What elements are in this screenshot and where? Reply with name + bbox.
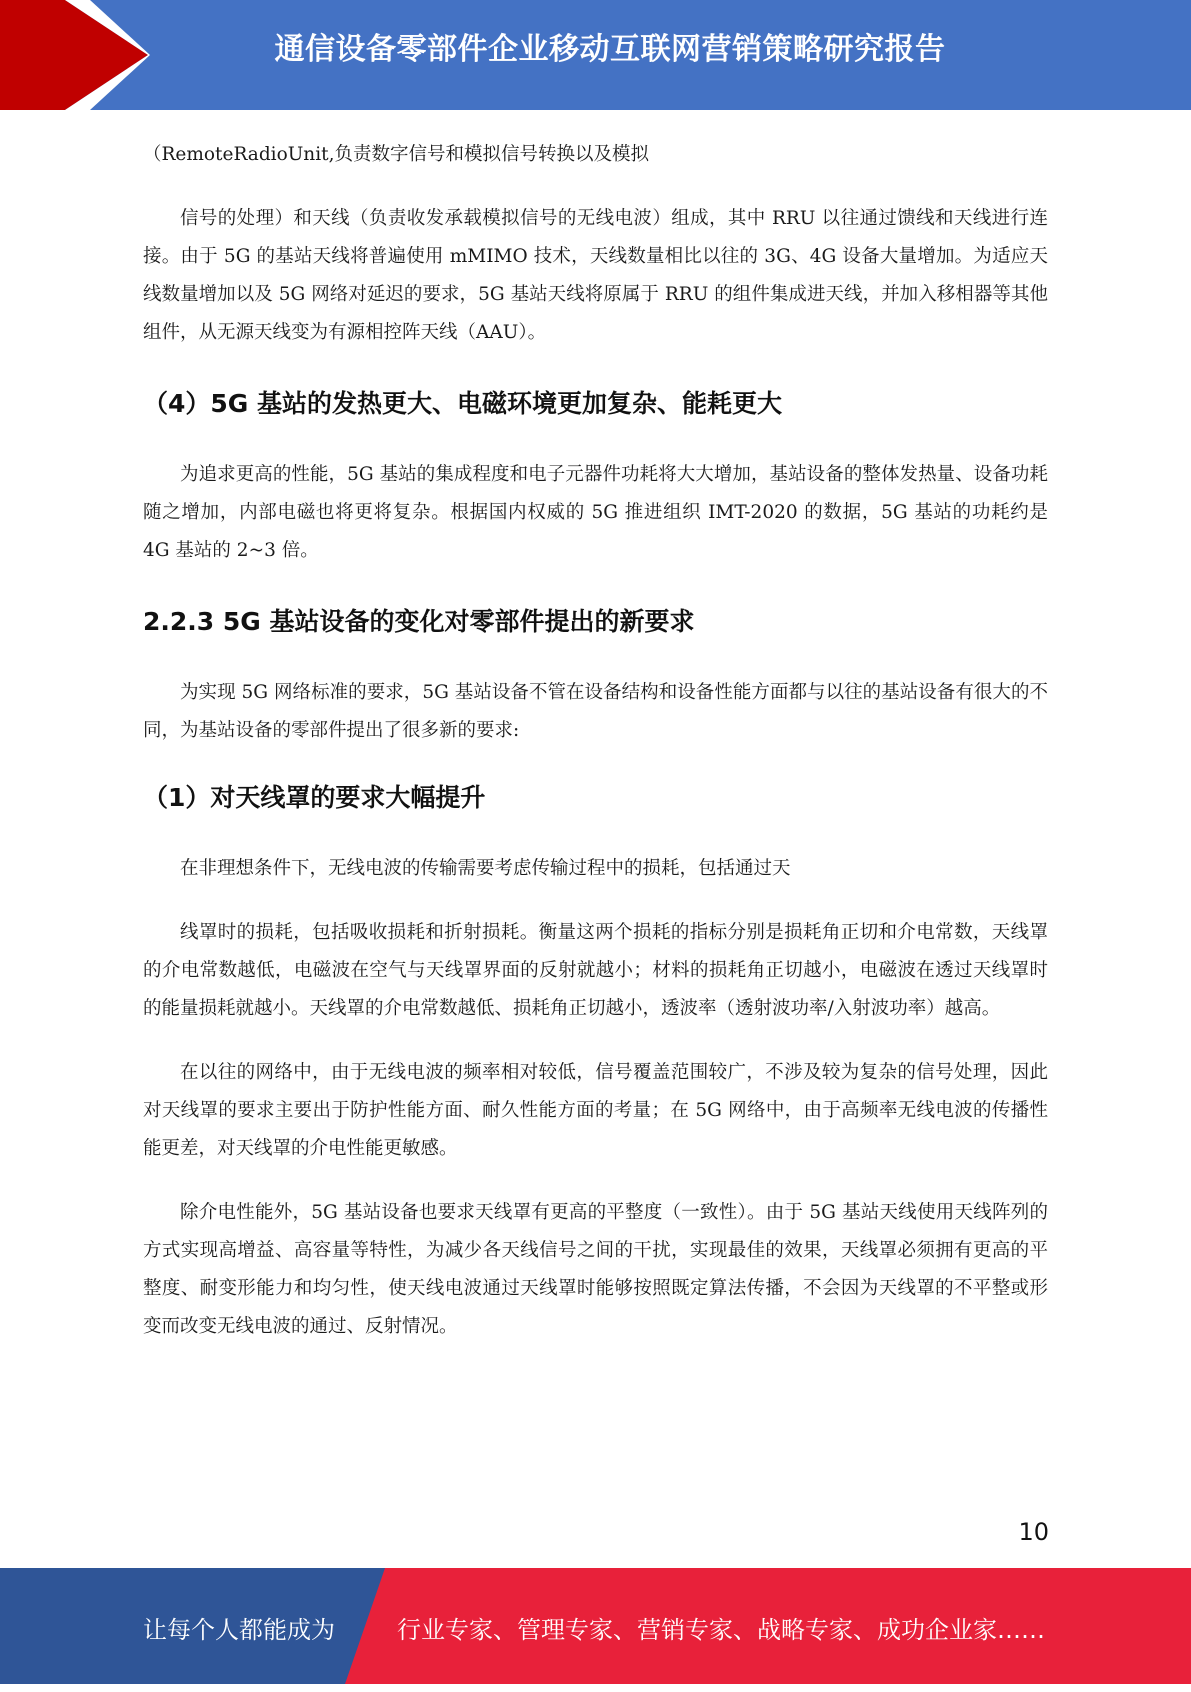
footer-slogan-left: 让每个人都能成为 (143, 1616, 335, 1644)
footer-slogan-right: 行业专家、管理专家、营销专家、战略专家、成功企业家…… (397, 1616, 1045, 1644)
paragraph-previous-networks: 在以往的网络中，由于无线电波的频率相对较低，信号覆盖范围较广，不涉及较为复杂的信号处理，因此对天线罩的要求主要出于防护性能方面、耐久性能方面的考量；在 5G 网络中，由于高频率无线电波的传播性能更差，对天线罩的介电性能更敏感。 (143, 1062, 1048, 1159)
heading-radome-requirements: （1）对天线罩的要求大幅提升 (143, 783, 486, 812)
header-chevron-decoration (0, 0, 160, 110)
paragraph-flatness: 除介电性能外，5G 基站设备也要求天线罩有更高的平整度（一致性）。由于 5G 基站天线使用天线阵列的方式实现高增益、高容量等特性，为减少各天线信号之间的干扰，实现最佳的效果，天线罩必须拥有更高的平整度、耐变形能力和均匀性，使天线电波通过天线罩时能够按照既定算法传播，不会因为天线罩的不平整或形变而改变无线电波的通过、反射情况。 (143, 1202, 1048, 1337)
paragraph-dielectric-loss: 线罩时的损耗，包括吸收损耗和折射损耗。衡量这两个损耗的指标分别是损耗角正切和介电常数，天线罩的介电常数越低，电磁波在空气与天线罩界面的反射就越小；材料的损耗角正切越小，电磁波在透过天线罩时的能量损耗就越小。天线罩的介电常数越低、损耗角正切越小，透波率（透射波功率/入射波功率）越高。 (143, 922, 1048, 1019)
heading-section-2-2-3: 2.2.3 5G 基站设备的变化对零部件提出的新要求 (143, 607, 695, 636)
paragraph-power-consumption: 为追求更高的性能，5G 基站的集成程度和电子元器件功耗将大大增加，基站设备的整体发热量、设备功耗随之增加，内部电磁也将更将复杂。根据国内权威的 5G 推进组织 IMT-2020 的数据，5G 基站的功耗约是 4G 基站的 2~3 倍。 (143, 464, 1048, 561)
page-number: 10 (1018, 1518, 1049, 1546)
paragraph-rru-intro: （RemoteRadioUnit,负责数字信号和模拟信号转换以及模拟 (143, 144, 649, 165)
document-body (143, 136, 1048, 1346)
report-title: 通信设备零部件企业移动互联网营销策略研究报告 (274, 32, 946, 67)
page-header (0, 0, 1191, 110)
heading-5g-heat-energy: （4）5G 基站的发热更大、电磁环境更加复杂、能耗更大 (143, 389, 783, 418)
paragraph-transmission-loss: 在非理想条件下，无线电波的传输需要考虑传输过程中的损耗，包括通过天 (180, 858, 791, 879)
paragraph-new-requirements: 为实现 5G 网络标准的要求，5G 基站设备不管在设备结构和设备性能方面都与以往的基站设备有很大的不同，为基站设备的零部件提出了很多新的要求: (143, 682, 1048, 741)
paragraph-rru-antenna: 信号的处理）和天线（负责收发承载模拟信号的无线电波）组成，其中 RRU 以往通过馈线和天线进行连接。由于 5G 的基站天线将普遍使用 mMIMO 技术，天线数量相比以往的 3G、4G 设备大量增加。为适应天线数量增加以及 5G 网络对延迟的要求，5G 基站天线将原属于 RRU 的组件集成进天线，并加入移相器等其他组件，从无源天线变为有源相控阵天线（AAU）。 (143, 208, 1048, 343)
page-footer (0, 1568, 1191, 1684)
